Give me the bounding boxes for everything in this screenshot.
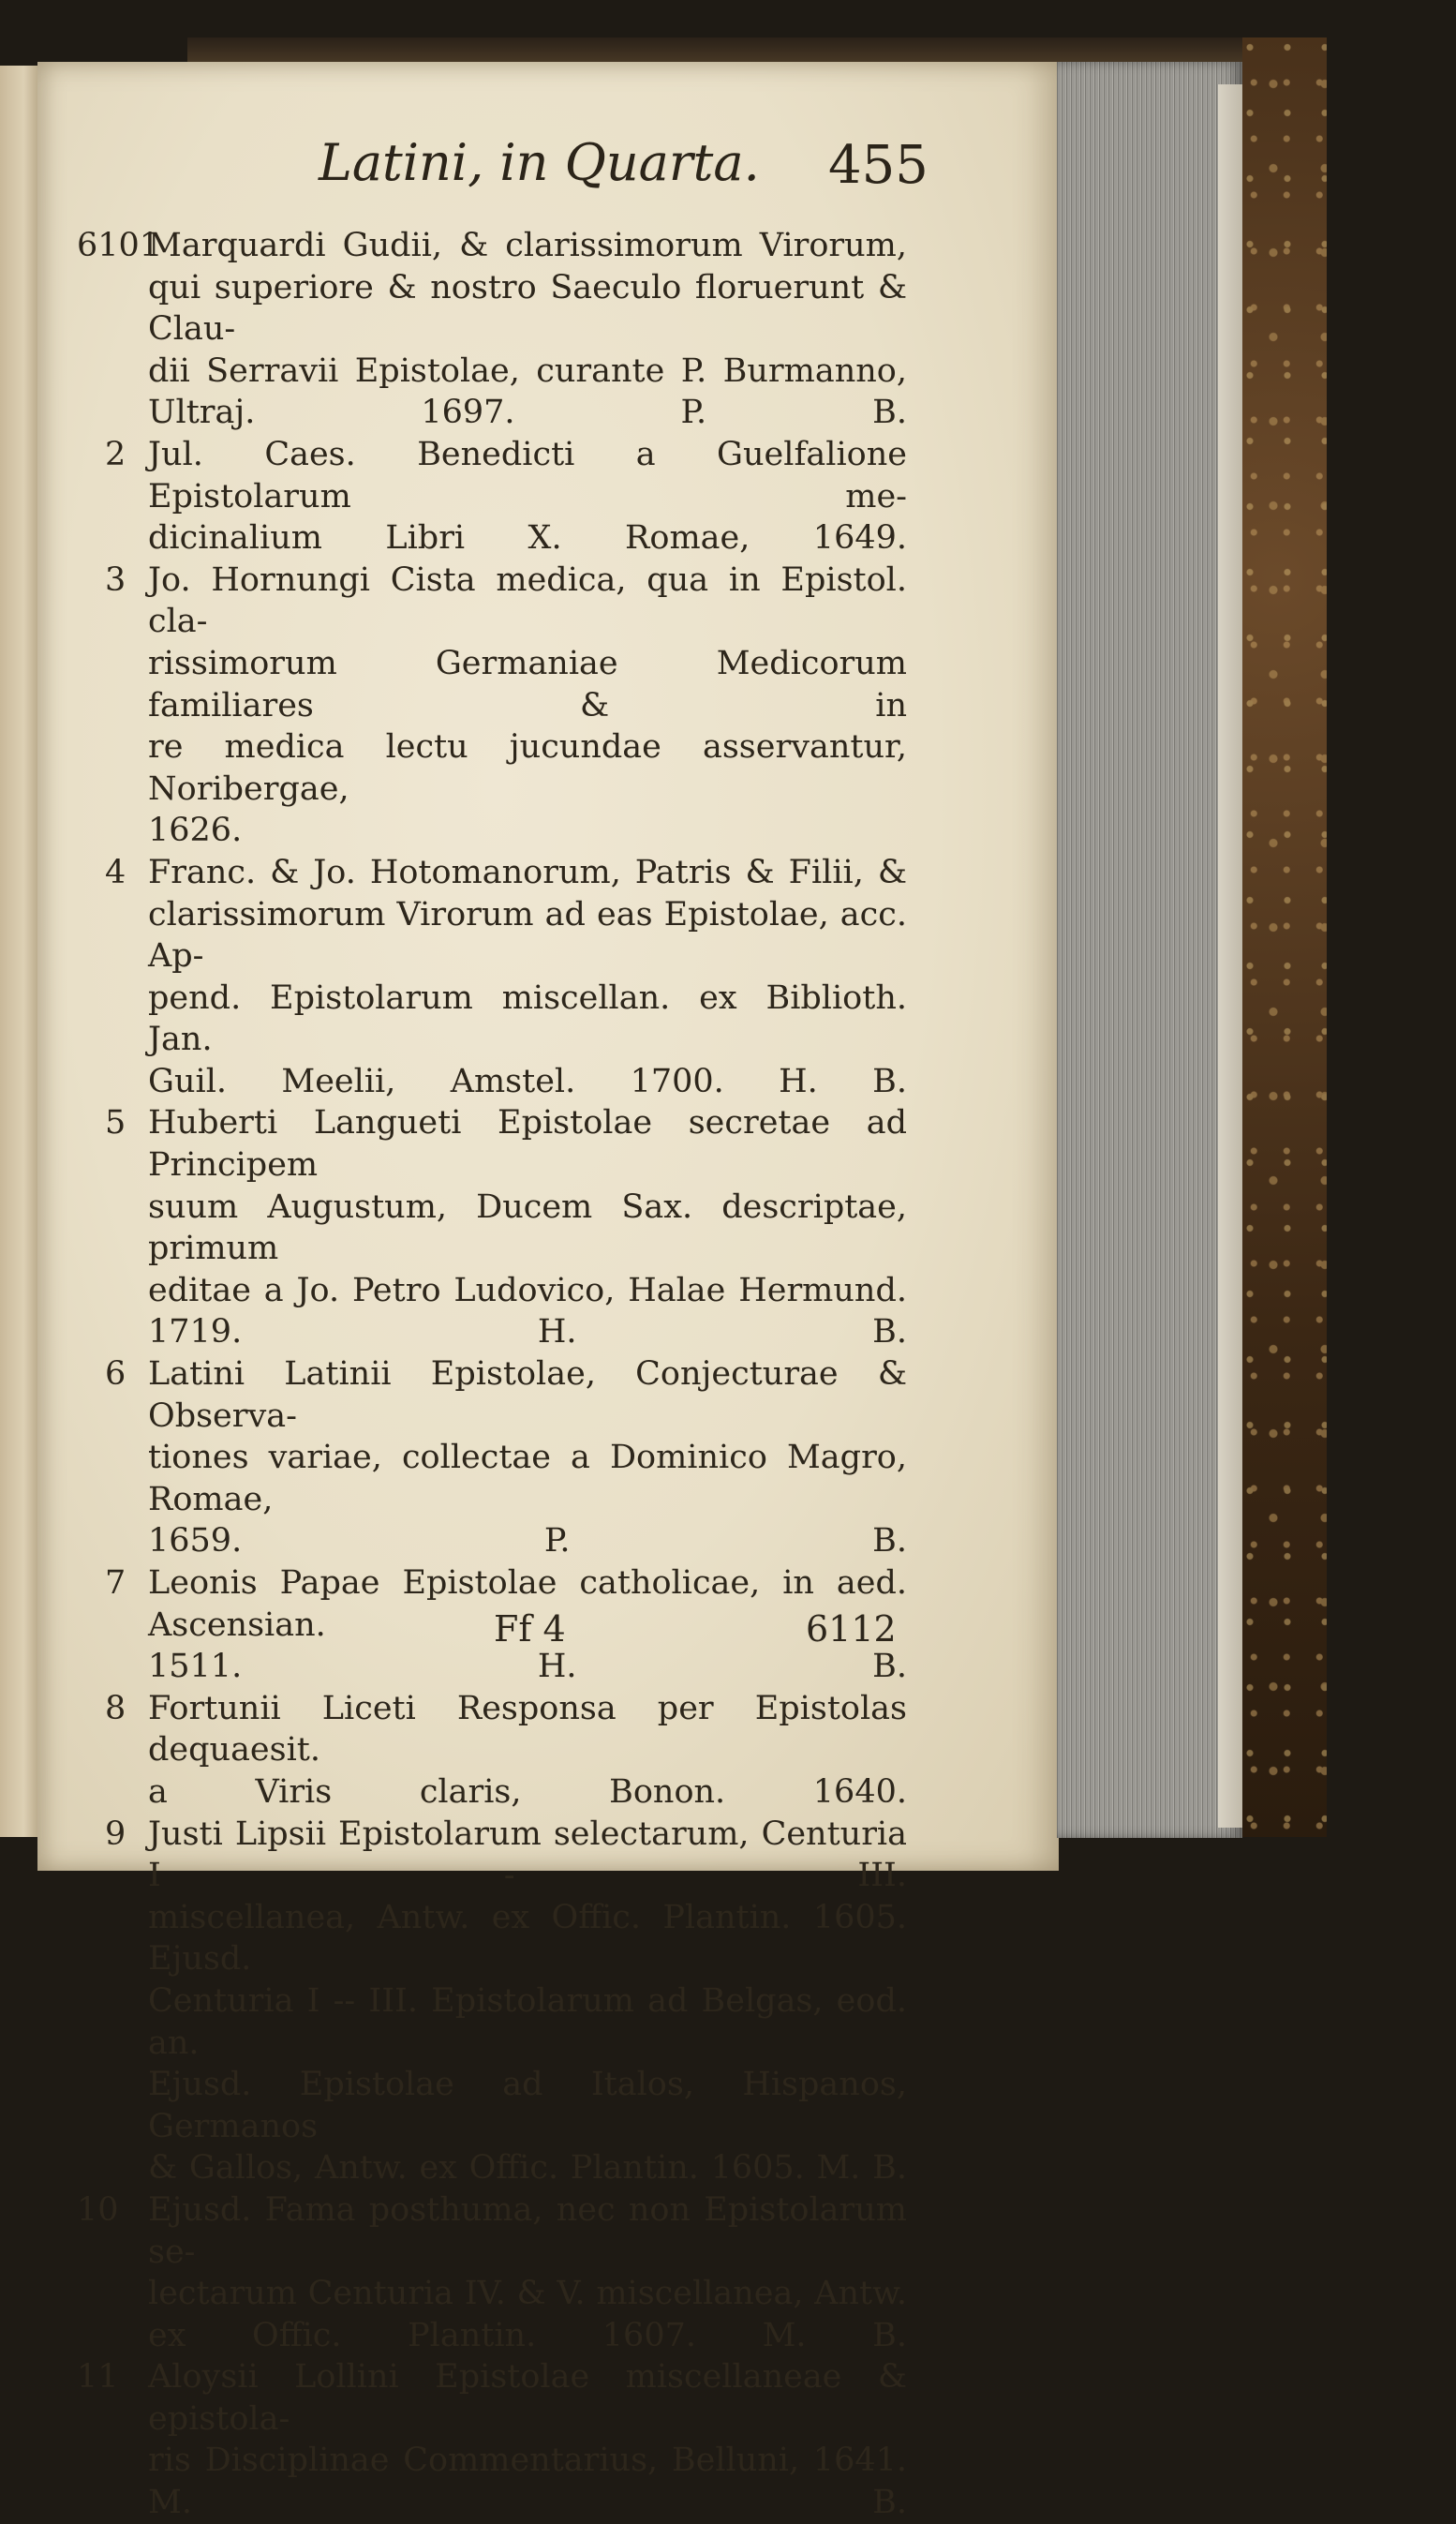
entry-line: Jo. Hornungi Cista medica, qua in Epistol. cla- [148, 560, 907, 641]
page-number: 455 [828, 135, 929, 196]
entry-line: Franc. & Jo. Hotomanorum, Patris & Filii, & [148, 853, 907, 891]
entry-line: Latini Latinii Epistolae, Conjecturae & Observa- [148, 1355, 907, 1435]
entry-line: 1626. [148, 812, 243, 850]
entry-line: Centuria I -- III. Epistolarum ad Belgas, eod. an. [148, 1981, 907, 2062]
running-head [0, 133, 1059, 208]
catalogue-entry [105, 560, 907, 852]
entry-line: clarissimorum Virorum ad eas Epistolae, acc. Ap- [148, 895, 907, 976]
entry-line: Ejusd. Epistolae ad Italos, Hispanos, Germanos [148, 2066, 907, 2145]
page-footer [0, 1608, 1059, 1665]
catalogue-entry [77, 2356, 907, 2523]
entry-line: M. B. [148, 2484, 907, 2522]
catalogue-entry [105, 1102, 907, 1353]
entry-line: dii Serravii Epistolae, curante P. Burmanno, [148, 351, 907, 390]
entry-line: Jul. Caes. Benedicti a Guelfalione Epistolarum me- [148, 435, 907, 515]
entry-line: 1511. H. B. [148, 1648, 907, 1686]
catalogue-entry [105, 1353, 907, 1562]
entry-line: Huberti Langueti Epistolae secretae ad Principem [148, 1104, 907, 1185]
running-title: Latini, in Quarta. [319, 133, 760, 192]
entry-line: Fortunii Liceti Responsa per Epistolas dequaesit. [148, 1689, 907, 1770]
page-block-edges [1057, 62, 1242, 1838]
entry-number: 8 [105, 1689, 126, 1727]
catalogue-entry [77, 225, 907, 434]
catalogue-entry [105, 434, 907, 560]
catalogue-entry [105, 1814, 907, 2189]
entry-line: Ultraj. 1697. P. B. [148, 394, 907, 432]
facing-page-edge [0, 66, 39, 1837]
entry-line: Aloysii Lollini Epistolae miscellaneae & epistola- [148, 2358, 907, 2438]
entry-line: Leonis Papae Epistolae catholicae, in aed. Ascensian. [148, 1564, 907, 1644]
entry-line: Ejusd. Fama posthuma, nec non Epistolarum se- [148, 2190, 907, 2271]
entry-line: lectarum Centuria IV. & V. miscellanea, Antw. [148, 2275, 907, 2313]
entry-number: 6101 [77, 227, 161, 264]
entry-number: 11 [77, 2358, 119, 2397]
entry-line: 1719. H. B. [148, 1313, 907, 1352]
catalogue-entry [105, 852, 907, 1103]
entry-line: rissimorum Germaniae Medicorum familiares & in [148, 644, 907, 724]
entry-line: Justi Lipsii Epistolarum selectarum, Centuria I - III. [148, 1815, 907, 1895]
entry-line: re medica lectu jucundae asservantur, Noribergae, [148, 728, 907, 808]
catalogue-entry [77, 2189, 907, 2356]
entry-number: 7 [105, 1564, 126, 1602]
entry-number: 10 [77, 2190, 119, 2229]
entry-line: ris Disciplinae Commentarius, Belluni, 1641. [148, 2442, 907, 2480]
entry-number: 9 [105, 1815, 126, 1853]
entry-number: 6 [105, 1355, 126, 1394]
entry-line: tiones variae, collectae a Dominico Magro, Romae, [148, 1439, 907, 1518]
entry-line: suum Augustum, Ducem Sax. descriptae, primum [148, 1187, 907, 1268]
catalogue-entries [77, 225, 907, 2524]
entry-number: 3 [105, 560, 126, 599]
leather-cover [1242, 37, 1327, 1837]
entry-number: 5 [105, 1104, 126, 1143]
entry-line: Marquardi Gudii, & clarissimorum Virorum, [148, 227, 907, 264]
entry-line: miscellanea, Antw. ex Offic. Plantin. 1605. Ejusd. [148, 1898, 907, 1979]
entry-line: ex Offic. Plantin. 1607. M. B. [148, 2316, 907, 2354]
entry-number: 4 [105, 853, 126, 891]
entry-number: 2 [105, 435, 126, 473]
entry-line: qui superiore & nostro Saeculo floruerunt & Clau- [148, 268, 907, 349]
catalogue-entry [105, 1688, 907, 1814]
entry-line: pend. Epistolarum miscellan. ex Biblioth. Jan. [148, 978, 907, 1059]
entry-line: 1659. P. B. [148, 1522, 907, 1561]
catchword: 6112 [806, 1608, 897, 1650]
entry-line: Guil. Meelii, Amstel. 1700. H. B. [148, 1062, 907, 1100]
entry-line: & Gallos, Antw. ex Offic. Plantin. 1605. M. B. [148, 2149, 907, 2188]
entry-line: dicinalium Libri X. Romae, 1649. [148, 519, 907, 558]
entry-line: a Viris claris, Bonon. 1640. [148, 1772, 907, 1811]
entry-line: editae a Jo. Petro Ludovico, Halae Hermund. [148, 1271, 907, 1309]
signature-mark: Ff 4 [494, 1608, 566, 1650]
